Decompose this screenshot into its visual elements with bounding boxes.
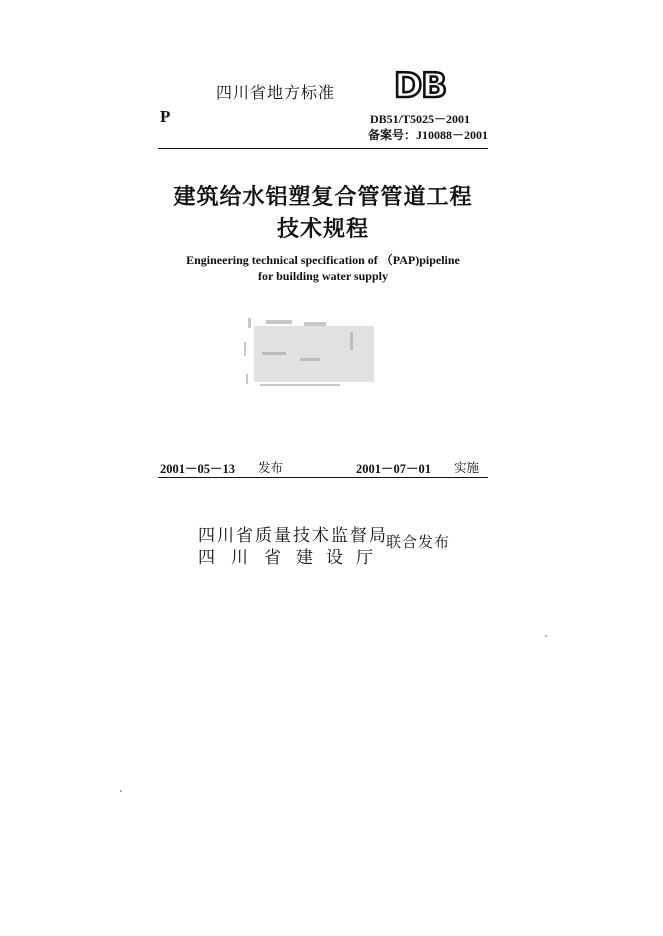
record-number: 备案号：J10088－2001 — [368, 128, 489, 142]
title-en-line2: for building water supply — [258, 269, 388, 283]
standard-type: 四川省地方标准 — [216, 83, 336, 102]
issuer-quality-bureau: 四川省质量技术监督局 — [198, 526, 388, 546]
issuer-construction-dept-char: 设 — [326, 548, 343, 568]
scan-speck — [120, 790, 122, 792]
db-logo — [394, 66, 450, 102]
top-divider — [158, 148, 488, 149]
implement-date: 2001－07－01 — [356, 462, 432, 476]
title-en-line1: Engineering technical specification of （PAP)pipeline — [186, 253, 460, 267]
joint-issue-label: 联合发布 — [386, 533, 451, 551]
implement-label: 实施 — [454, 460, 480, 475]
scan-speck — [545, 635, 547, 637]
publish-label: 发布 — [258, 460, 284, 475]
title-cn-line1: 建筑给水铝塑复合管管道工程 — [173, 185, 473, 210]
issuer-construction-dept-char: 厅 — [356, 548, 373, 568]
class-code: P — [160, 107, 171, 126]
title-cn-line2: 技术规程 — [276, 217, 369, 242]
publish-date: 2001－05－13 — [160, 462, 236, 476]
issuer-construction-dept-char: 川 — [231, 548, 248, 568]
bottom-divider — [158, 477, 488, 478]
issuer-construction-dept-char: 四 — [198, 548, 215, 568]
issuer-construction-dept-char: 省 — [264, 548, 281, 568]
faded-stamp — [240, 312, 390, 396]
db-logo-text: DB — [394, 66, 447, 102]
issuer-construction-dept-char: 建 — [296, 548, 313, 568]
standard-number: DB51/T5025－2001 — [370, 112, 471, 126]
